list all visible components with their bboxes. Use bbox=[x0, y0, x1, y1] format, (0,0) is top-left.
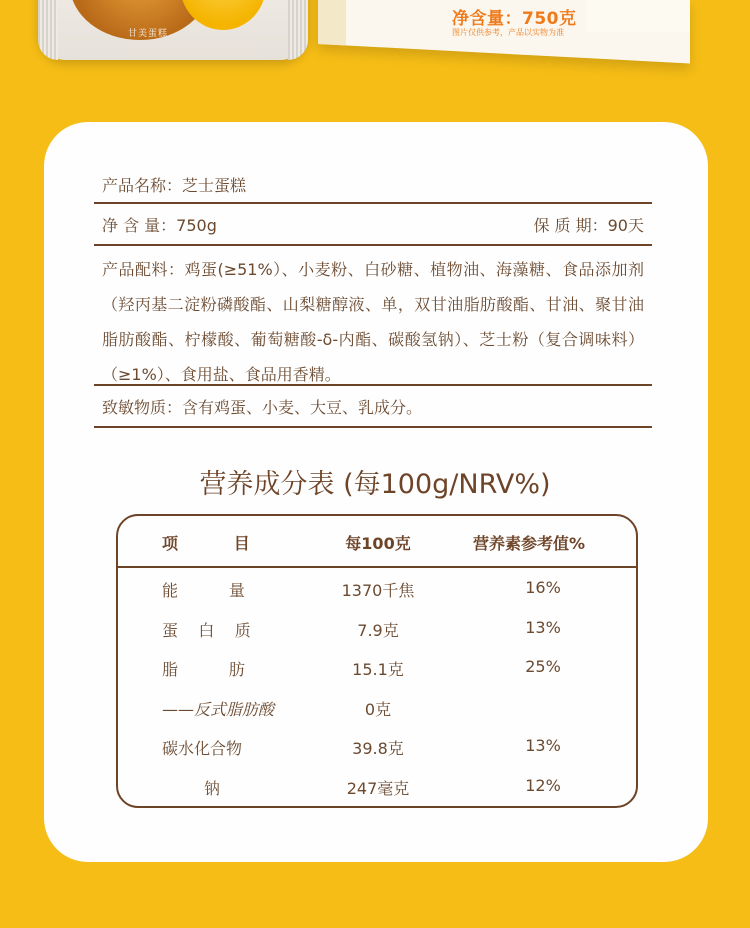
nutrient-name: 脂 肪 bbox=[162, 660, 245, 679]
nutrient-amount: 0克 bbox=[364, 700, 392, 719]
product-info-table bbox=[94, 166, 652, 428]
net-content: 净 含 量：750g bbox=[102, 215, 217, 235]
nutrient-amount: 247毫克 bbox=[346, 779, 410, 798]
box-net-content: 净含量：750克 bbox=[452, 9, 577, 29]
nutrition-title: 营养成分表 (每100g/NRV%) bbox=[199, 469, 551, 500]
gift-box-panel bbox=[586, 0, 690, 32]
header-item: 项 目 bbox=[162, 534, 250, 553]
nutrition-header-row bbox=[118, 516, 636, 568]
nutrition-row-protein bbox=[118, 608, 636, 648]
nutrient-name: 蛋 白 质 bbox=[162, 621, 251, 640]
product-image-strip bbox=[0, 0, 750, 90]
product-name: 产品名称：芝士蛋糕 bbox=[102, 175, 247, 195]
nutrient-nrv: 13% bbox=[525, 736, 561, 755]
nutrition-row-trans-fat bbox=[118, 687, 636, 727]
nutrition-row-carbohydrate bbox=[118, 726, 636, 766]
nutrient-amount: 7.9克 bbox=[357, 621, 399, 640]
nutrient-nrv: 13% bbox=[525, 618, 561, 637]
nutrient-amount: 15.1克 bbox=[352, 660, 404, 679]
nutrient-nrv: 12% bbox=[525, 776, 561, 795]
nutrition-row-fat bbox=[118, 647, 636, 687]
nutrition-row-energy bbox=[118, 568, 636, 608]
ingredients-row bbox=[94, 246, 652, 386]
ingredients-text: 产品配料：鸡蛋(≥51%）、小麦粉、白砂糖、植物油、海藻糖、食品添加剂（羟丙基二淀粉磷酸酯、山梨糖醇液、单，双甘油脂肪酸酯、甘油、聚甘油脂肪酸酯、柠檬酸、葡萄糖酸-δ-内酯、碳酸氢钠）、芝士粉（复合调味料）（≥1%）、食用盐、食品用香精。 bbox=[102, 260, 644, 384]
nutrient-nrv: 16% bbox=[525, 578, 561, 597]
allergens-row bbox=[94, 386, 652, 428]
nutrient-name: 能 量 bbox=[162, 581, 245, 600]
net-content-row bbox=[94, 204, 652, 246]
nutrient-amount: 1370千焦 bbox=[341, 581, 415, 600]
allergens: 致敏物质：含有鸡蛋、小麦、大豆、乳成分。 bbox=[102, 397, 423, 417]
nutrient-nrv: 25% bbox=[525, 657, 561, 676]
nutrient-amount: 39.8克 bbox=[352, 739, 404, 758]
shelf-life: 保 质 期：90天 bbox=[533, 215, 644, 235]
package-label: 甘美蛋糕 bbox=[128, 29, 169, 39]
nutrition-table bbox=[116, 514, 638, 808]
gift-box-side bbox=[318, 0, 346, 45]
nutrient-name: 碳水化合物 bbox=[162, 739, 243, 758]
nutrient-name: ——反式脂肪酸 bbox=[162, 700, 275, 719]
nutrition-row-sodium bbox=[118, 766, 636, 806]
nutrient-name: 钠 bbox=[204, 779, 221, 798]
header-per100: 每100克 bbox=[345, 534, 411, 553]
box-disclaimer: 图片仅供参考，产品以实物为准 bbox=[452, 28, 564, 37]
header-nrv: 营养素参考值% bbox=[473, 534, 586, 553]
product-name-row bbox=[94, 166, 652, 204]
